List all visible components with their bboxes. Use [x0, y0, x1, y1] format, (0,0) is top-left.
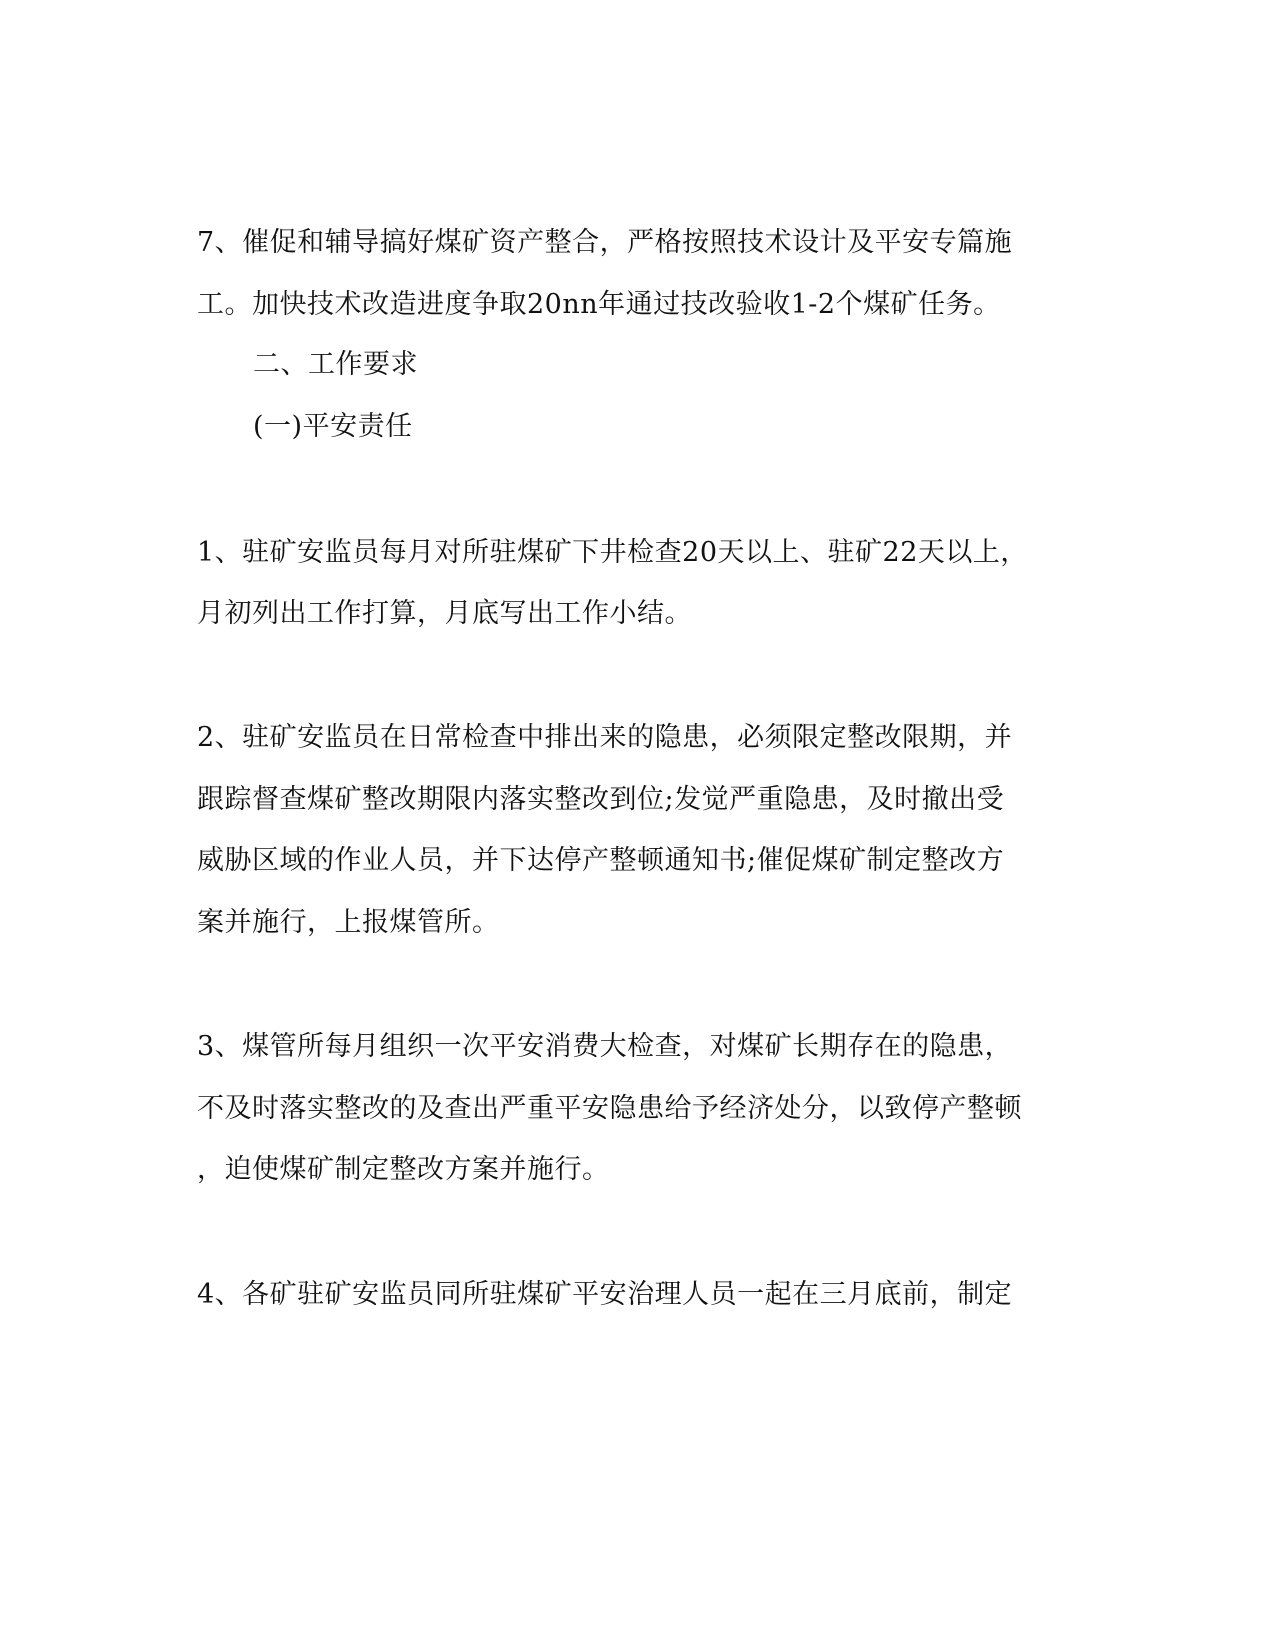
paragraph-3-line-3: ，迫使煤矿制定整改方案并施行。 [197, 1154, 610, 1185]
paragraph-1-line-1: 1、驻矿安监员每月对所驻煤矿下井检查20天以上、驻矿22天以上， [197, 537, 1028, 568]
paragraph-1-line-2: 月初列出工作打算，月底写出工作小结。 [197, 598, 692, 629]
paragraph-2-line-2: 跟踪督查煤矿整改期限内落实整改到位;发觉严重隐患，及时撤出受 [197, 784, 1005, 815]
paragraph-2-line-4: 案并施行，上报煤管所。 [197, 907, 500, 938]
paragraph-3-line-2: 不及时落实整改的及查出严重平安隐患给予经济处分，以致停产整顿 [197, 1093, 1022, 1124]
paragraph-4-line-1: 4、各矿驻矿安监员同所驻煤矿平安治理人员一起在三月底前，制定 [197, 1279, 1013, 1310]
paragraph-7-line-1: 7、催促和辅导搞好煤矿资产整合，严格按照技术设计及平安专篇施 [197, 227, 1013, 258]
paragraph-3-line-1: 3、煤管所每月组织一次平安消费大检查，对煤矿长期存在的隐患， [197, 1031, 1013, 1062]
subsection-heading-safety-responsibility: (一)平安责任 [253, 411, 413, 442]
paragraph-7-line-2: 工。加快技术改造进度争取20nn年通过技改验收1-2个煤矿任务。 [197, 289, 1001, 320]
paragraph-2-line-1: 2、驻矿安监员在日常检查中排出来的隐患，必须限定整改限期，并 [197, 722, 1013, 753]
paragraph-2-line-3: 威胁区域的作业人员，并下达停产整顿通知书;催促煤矿制定整改方 [197, 845, 1005, 876]
section-heading-work-requirements: 二、工作要求 [253, 349, 418, 380]
